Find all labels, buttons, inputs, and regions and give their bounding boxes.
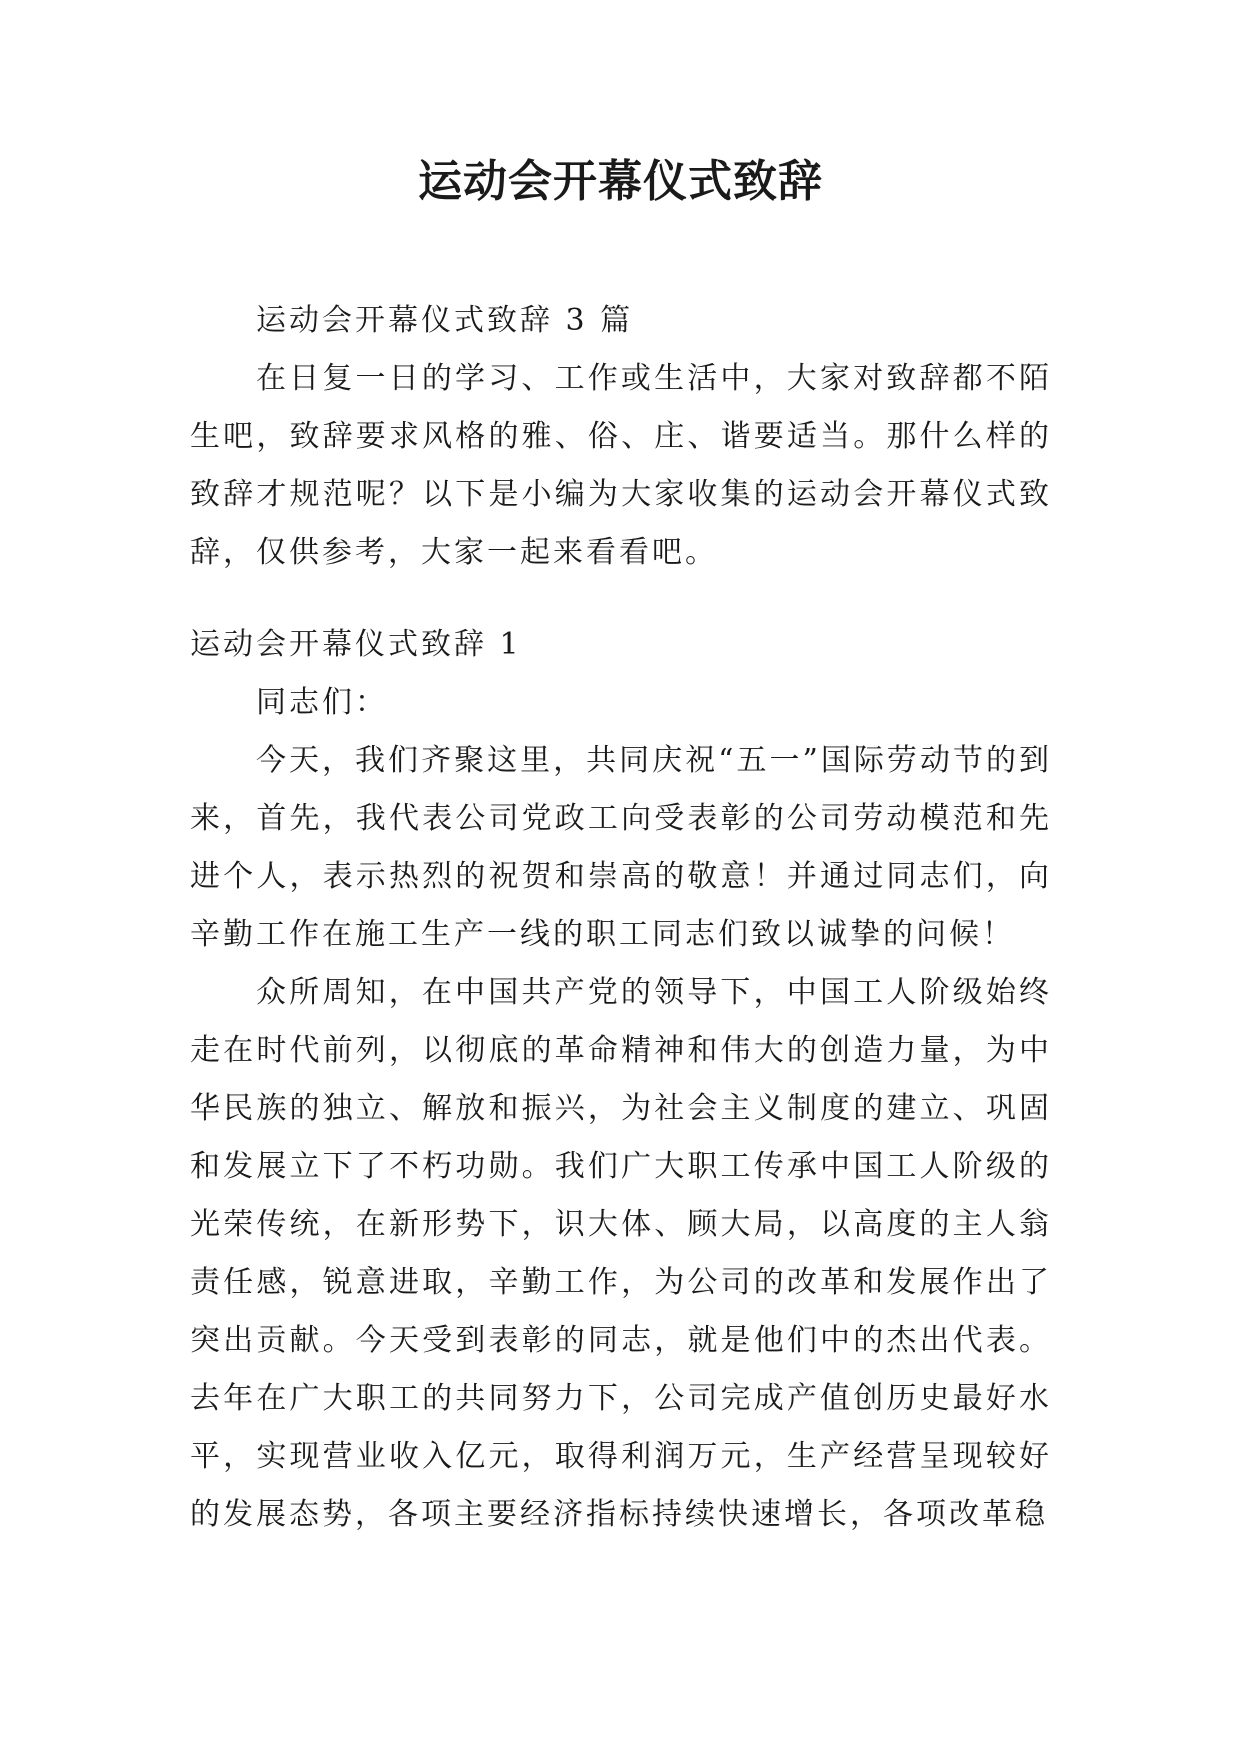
body-paragraph-1: 今天，我们齐聚这里，共同庆祝“五一”国际劳动节的到来，首先，我代表公司党政工向受表彰的公司劳动模范和先进个人，表示热烈的祝贺和崇高的敬意！并通过同志们，向辛勤工作在施工生产一线的职工同志们致以诚挚的问候！ [190, 743, 1052, 952]
document-body [190, 292, 1052, 1544]
salutation: 同志们： [256, 685, 388, 720]
body-paragraph-2: 众所周知，在中国共产党的领导下，中国工人阶级始终走在时代前列，以彻底的革命精神和伟大的创造力量，为中华民族的独立、解放和振兴，为社会主义制度的建立、巩固和发展立下了不朽功勋。我们广大职工传承中国工人阶级的光荣传统，在新形势下，识大体、顾大局，以高度的主人翁责任感，锐意进取，辛勤工作，为公司的改革和发展作出了突出贡献。今天受到表彰的同志，就是他们中的杰出代表。去年在广大职工的共同努力下，公司完成产值创历史最好水平，实现营业收入亿元，取得利润万元，生产经营呈现较好的发展态势，各项主要经济指标持续快速增长，各项改革稳 [190, 975, 1052, 1532]
document-title: 运动会开幕仪式致辞 [418, 156, 823, 207]
document-subtitle: 运动会开幕仪式致辞 3 篇 [256, 303, 634, 338]
section-heading: 运动会开幕仪式致辞 1 [190, 627, 522, 662]
intro-paragraph: 在日复一日的学习、工作或生活中，大家对致辞都不陌生吧，致辞要求风格的雅、俗、庄、谐要适当。那什么样的致辞才规范呢？以下是小编为大家收集的运动会开幕仪式致辞，仅供参考，大家一起来看看吧。 [190, 361, 1052, 570]
